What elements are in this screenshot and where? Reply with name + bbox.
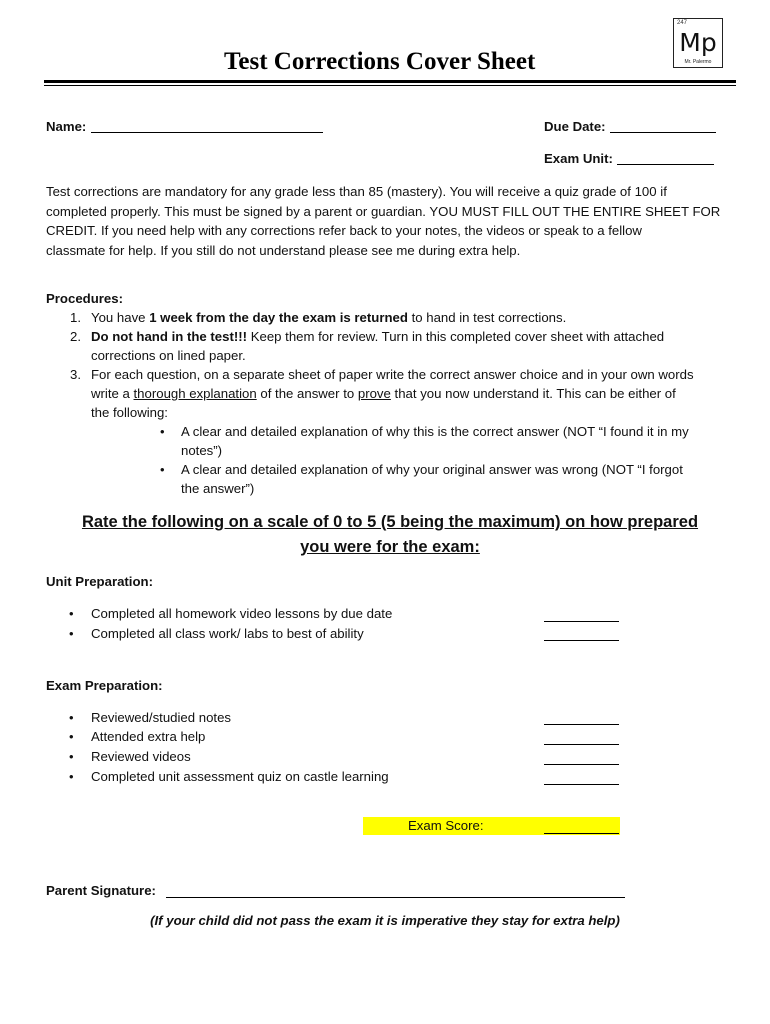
bullet-icon: • — [69, 729, 74, 744]
name-field[interactable] — [91, 132, 323, 133]
bullet-icon: • — [69, 749, 74, 764]
procedures-label: Procedures: — [46, 291, 123, 306]
rating-heading-line-2: you were for the exam: — [300, 538, 480, 556]
due-date-label: Due Date: — [544, 119, 606, 134]
procedure-item-3: For each question, on a separate sheet of paper write the correct answer choice and in your own words — [91, 367, 694, 382]
mp-logo-icon — [673, 18, 723, 68]
list-number: 2. — [70, 329, 81, 344]
intro-line: completed properly. This must be signed by a parent or guardian. YOU MUST FILL OUT THE ENTIRE SHEET FOR — [46, 203, 721, 219]
exam-unit-label: Exam Unit: — [544, 151, 613, 166]
intro-line: CREDIT. If you need help with any corrections refer back to your notes, the videos or speak to a fellow — [46, 223, 642, 238]
sub-bullet-2: A clear and detailed explanation of why your original answer was wrong (NOT “I forgot — [181, 462, 683, 477]
exam-unit-field[interactable] — [617, 164, 714, 165]
unit-prep-item: Completed all homework video lessons by due date — [91, 606, 393, 621]
header-rule — [44, 80, 736, 83]
rating-blank[interactable] — [544, 640, 619, 641]
intro-line: Test corrections are mandatory for any grade less than 85 (mastery). You will receive a quiz grade of 100 if — [46, 184, 667, 199]
parent-signature-label: Parent Signature: — [46, 883, 156, 898]
exam-prep-label: Exam Preparation: — [46, 678, 163, 693]
bullet-icon: • — [160, 462, 165, 477]
rating-heading-line-1: Rate the following on a scale of 0 to 5 (5 being the maximum) on how prepared — [81, 513, 699, 531]
rating-blank[interactable] — [544, 744, 619, 745]
procedure-item-3-cont2: the following: — [91, 405, 168, 420]
bullet-icon: • — [69, 606, 74, 621]
sub-bullet-1-cont: notes”) — [181, 443, 223, 458]
procedure-item-3-cont: write a thorough explanation of the answer to prove that you now understand it. This can be either of — [91, 386, 676, 401]
logo-name: Mr. Palermo — [684, 59, 712, 65]
exam-prep-item: Completed unit assessment quiz on castle learning — [91, 769, 389, 784]
procedure-item-2: Do not hand in the test!!! Keep them for review. Turn in this completed cover sheet with attached — [91, 329, 665, 344]
due-date-field[interactable] — [610, 132, 716, 133]
logo-symbol: Mp — [679, 28, 717, 57]
sub-bullet-2-cont: the answer”) — [181, 481, 255, 496]
list-number: 1. — [70, 310, 81, 325]
parent-signature-field[interactable] — [166, 897, 625, 898]
bullet-icon: • — [69, 769, 74, 784]
logo-number: 247 — [677, 20, 688, 26]
bullet-icon: • — [69, 626, 74, 641]
intro-paragraph — [46, 182, 736, 260]
intro-line: classmate for help. If you still do not understand please see me during extra help. — [46, 242, 521, 258]
unit-prep-item: Completed all class work/ labs to best of ability — [91, 626, 364, 641]
exam-score-label: Exam Score: — [408, 818, 484, 833]
exam-score-field[interactable] — [544, 833, 619, 834]
rating-blank[interactable] — [544, 621, 619, 622]
list-number: 3. — [70, 367, 81, 382]
bullet-icon: • — [69, 710, 74, 725]
exam-prep-item: Attended extra help — [91, 729, 206, 744]
exam-prep-item: Reviewed/studied notes — [91, 710, 232, 725]
rating-blank[interactable] — [544, 764, 619, 765]
exam-prep-item: Reviewed videos — [91, 749, 191, 764]
extra-help-note: (If your child did not pass the exam it is imperative they stay for extra help) — [150, 913, 620, 928]
procedure-item-2-cont: corrections on lined paper. — [91, 348, 246, 363]
procedure-item-1: You have 1 week from the day the exam is returned to hand in test corrections. — [91, 310, 567, 325]
page-title: Test Corrections Cover Sheet — [224, 48, 536, 75]
unit-prep-label: Unit Preparation: — [46, 574, 153, 589]
bullet-icon: • — [160, 424, 165, 439]
rating-blank[interactable] — [544, 784, 619, 785]
header-rule-thin — [44, 85, 736, 86]
sub-bullet-1: A clear and detailed explanation of why this is the correct answer (NOT “I found it in my — [181, 424, 689, 439]
rating-blank[interactable] — [544, 724, 619, 725]
name-label: Name: — [46, 119, 87, 134]
